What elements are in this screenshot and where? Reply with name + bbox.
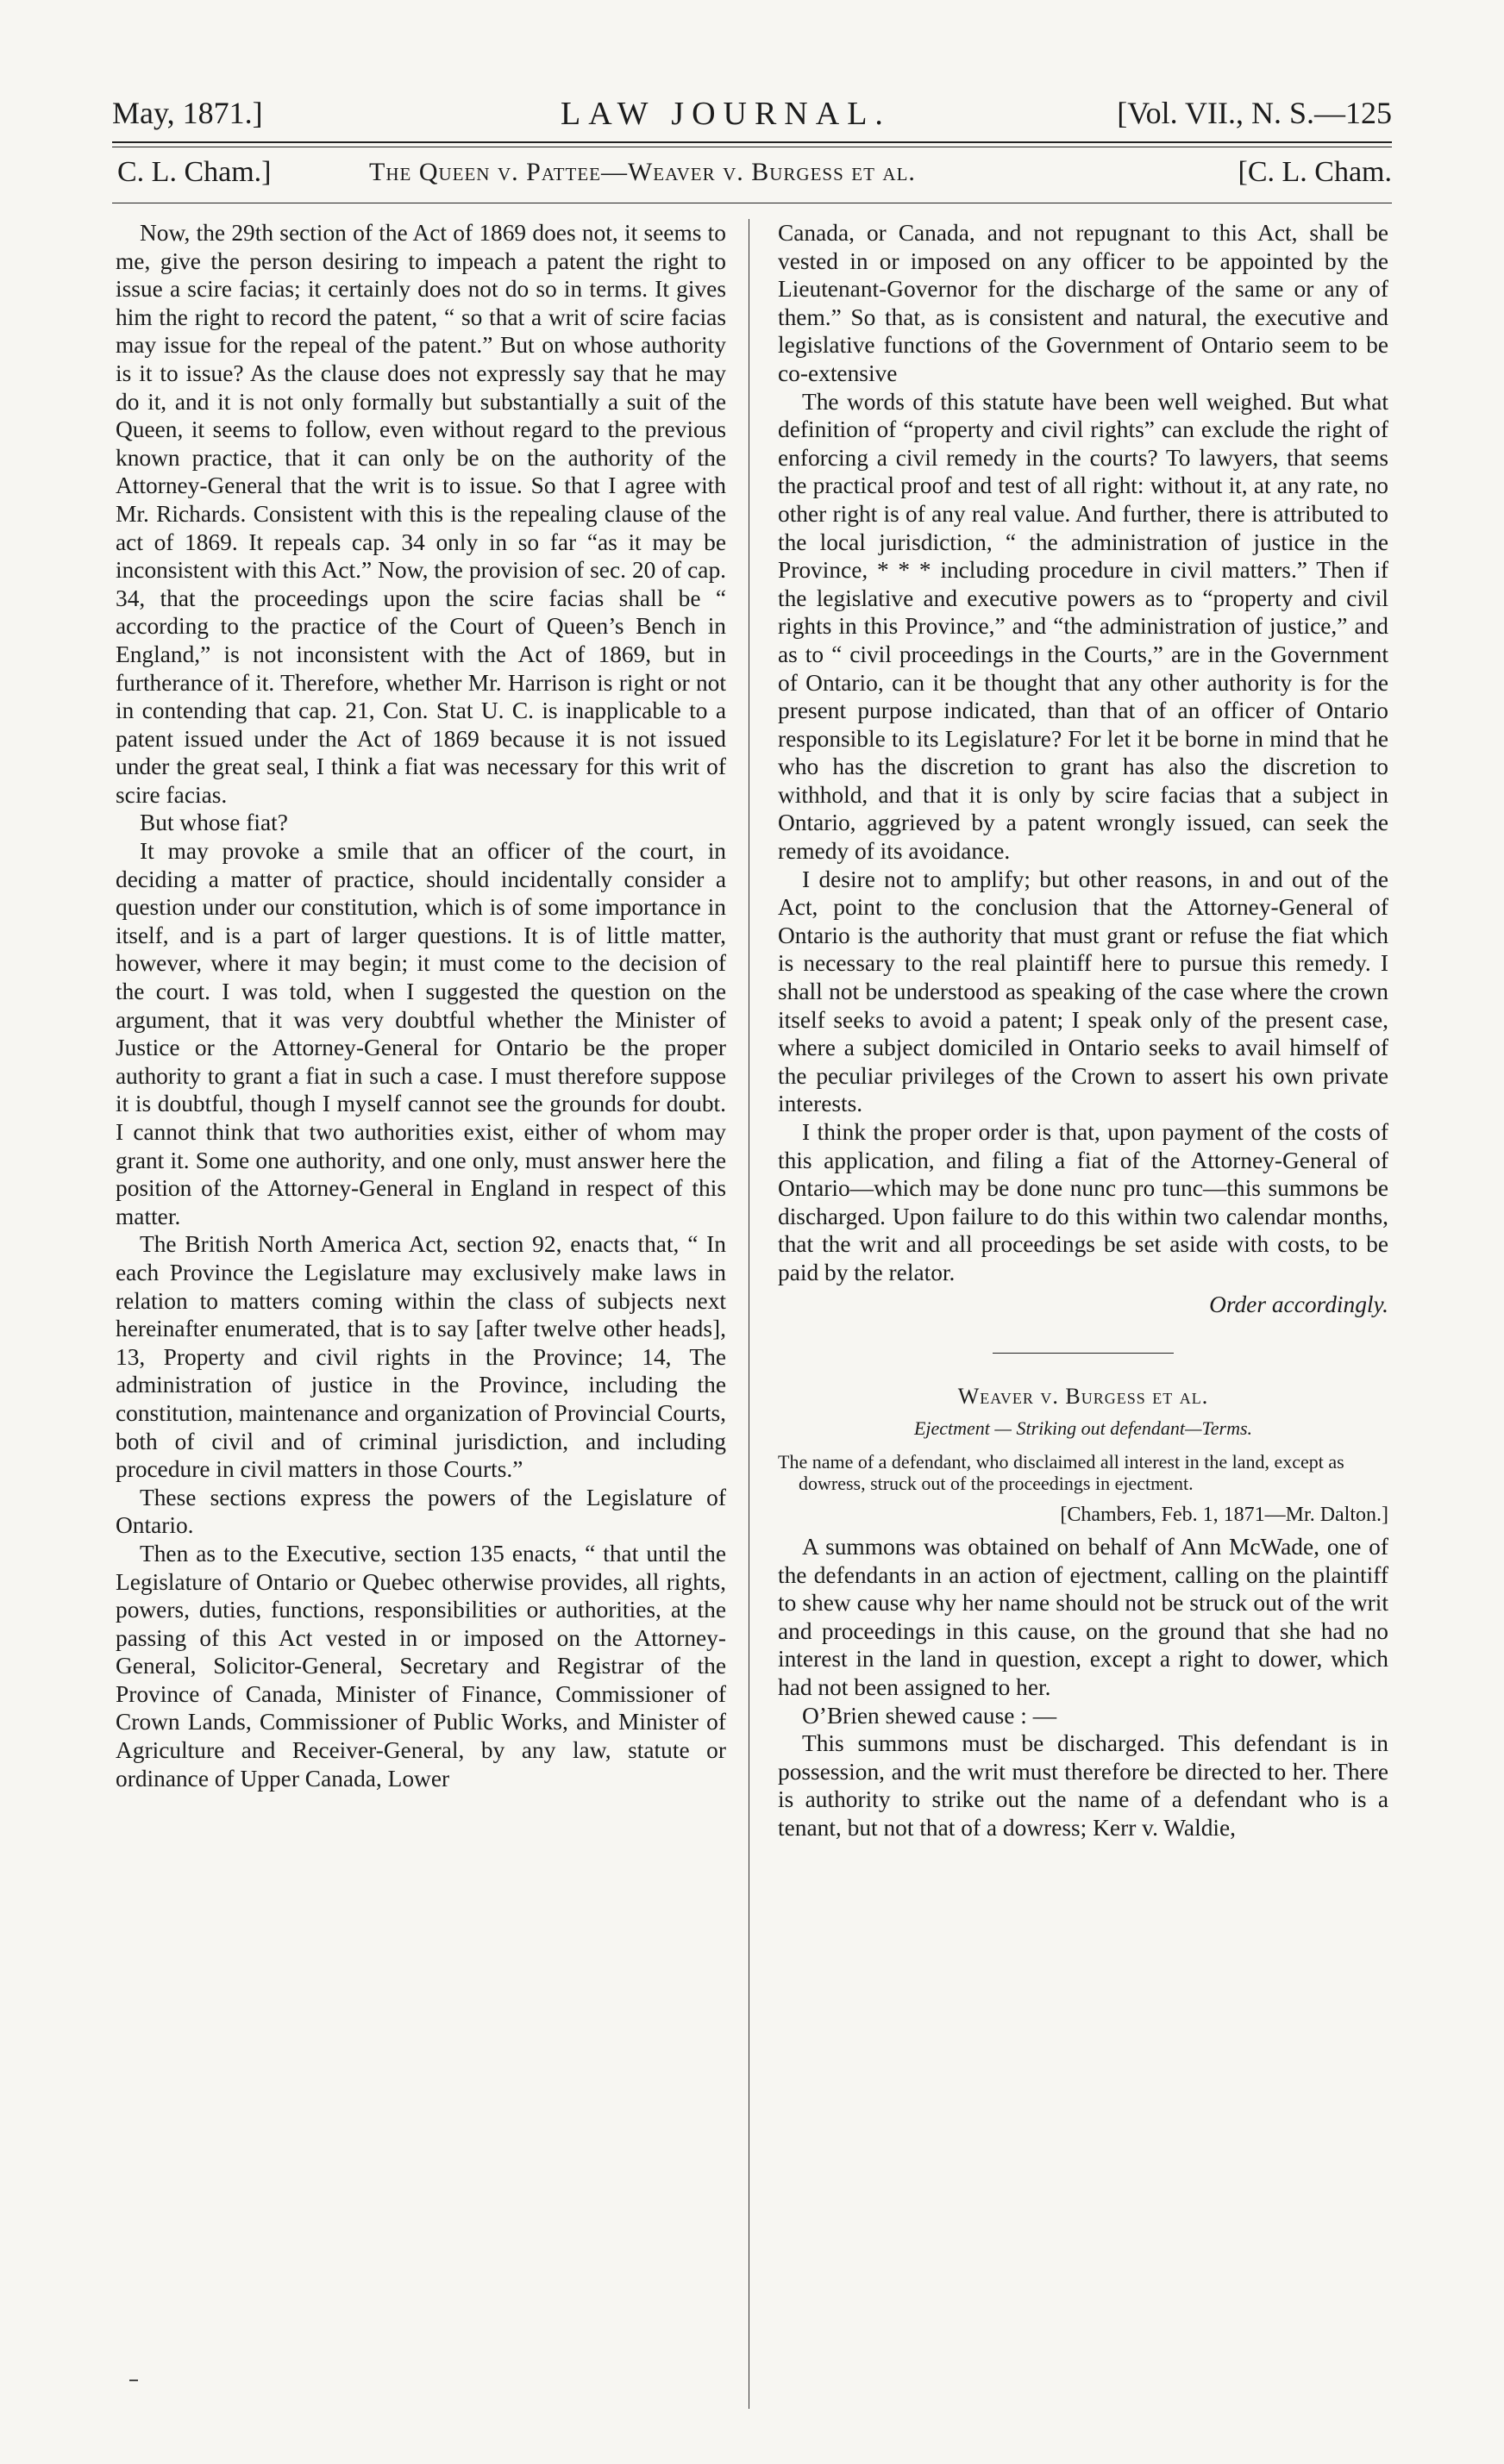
- volume-page: [Vol. VII., N. S.—125: [1117, 96, 1392, 130]
- left-paragraph: Then as to the Executive, section 135 enacts, “ that until the Legislature of Ontario or Quebec otherwise provides, all rights, powers, duties, functions, responsibilities or authorities, at the passing of this Act vested in or imposed on the Attorney-General, Solicitor-General, Secretary and Registrar of the Province of Canada, Minister of Finance, Commissioner of Crown Lands, Commissioner of Public Works, and Minister of Agriculture and Receiver-General, by any law, statute or ordinance of Upper Canada, Lower: [116, 1540, 726, 1792]
- right-paragraph: I desire not to amplify; but other reasons, in and out of the Act, point to the conclusion that the Attorney-General of Ontario is the authority that must grant or refuse the fiat which is necessary to the real plaintiff here to pursue this remedy. I shall not be understood as speaking of the case where the crown itself seeks to avoid a patent; I speak only of the present case, where a subject domiciled in Ontario seeks to avail himself of the peculiar privileges of the Crown to assert his own private interests.: [778, 866, 1388, 1117]
- weaver-chambers-line: [Chambers, Feb. 1, 1871—Mr. Dalton.]: [1060, 1504, 1388, 1527]
- issue-date: May, 1871.]: [112, 96, 263, 130]
- weaver-paragraph: This summons must be discharged. This defendant is in possession, and the writ must therefore be directed to her. There is authority to strike out the name of a defendant who is a tenant, but not that of a dowress; Kerr v. Waldie,: [778, 1730, 1388, 1841]
- case-header: [112, 156, 1392, 199]
- running-header: [112, 95, 1392, 140]
- order-line: Order accordingly.: [1209, 1291, 1388, 1317]
- court-right: [C. L. Cham.: [1238, 156, 1392, 188]
- left-paragraph: But whose fiat?: [140, 810, 288, 836]
- right-paragraph: Canada, or Canada, and not repugnant to this Act, shall be vested in or imposed on any officer to be appointed by the Lieutenant-Governor for the discharge of the same or any of them.” So that, as is consistent and natural, the executive and legislative functions of the Government of Ontario seem to be co-extensive: [778, 220, 1388, 386]
- weaver-headnote: The name of a defendant, who disclaimed all interest in the land, except as dowress, struck out of the proceedings in ejectment.: [778, 1451, 1344, 1495]
- weaver-paragraph: A summons was obtained on behalf of Ann McWade, one of the defendants in an action of ejectment, calling on the plaintiff to shew cause why her name should not be struck out of the writ and proceedings in this cause, on the ground that she had no interest in the land in question, except a right to dower, which had not been assigned to her.: [778, 1533, 1388, 1700]
- weaver-case-title: Weaver v. Burgess et al.: [957, 1384, 1209, 1410]
- journal-page: [112, 95, 1392, 2409]
- header-double-rule: [112, 141, 1392, 147]
- print-mark: [129, 2380, 138, 2381]
- weaver-case-subtitle: Ejectment — Striking out defendant—Terms.: [913, 1416, 1253, 1439]
- right-paragraph: I think the proper order is that, upon payment of the costs of this application, and filing a fiat of the Attorney-General of Ontario—which may be done nunc pro tunc—this summons be discharged. Upon failure to do this within two calendar months, that the writ and all proceedings be set aside with costs, to be paid by the relator.: [778, 1119, 1388, 1285]
- left-paragraph: These sections express the powers of the Legislature of Ontario.: [116, 1484, 726, 1539]
- article-columns: [112, 219, 1392, 2409]
- left-paragraph: Now, the 29th section of the Act of 1869 does not, it seems to me, give the person desiring to impeach a patent the right to issue a scire facias; it certainly does not do so in terms. It gives him the right to record the patent, “ so that a writ of scire facias may issue for the repeal of the patent.” But on whose authority is it to issue? As the clause does not expressly say that he may do it, and it is not only formally but substantially a suit of the Queen, it seems to follow, even without regard to the previous known practice, that it can only be on the authority of the Attorney-General that the writ is to issue. So that I agree with Mr. Richards. Consistent with this is the repealing clause of the act of 1869. It repeals cap. 34 only in so far “as it may be inconsistent with this Act.” Now, the provision of sec. 20 of cap. 34, that the proceedings upon the scire facias shall be “ according to the practice of the Court of Queen’s Bench in England,” is not inconsistent with the Act of 1869, but in furtherance of it. Therefore, whether Mr. Harrison is right or not in contending that cap. 21, Con. Stat U. C. is inapplicable to a patent issued under the Act of 1869 because it is not issued under the great seal, I think a fiat was necessary for this writ of scire facias.: [116, 220, 726, 808]
- left-paragraph: It may provoke a smile that an officer of the court, in deciding a matter of practice, should incidentally consider a question under our constitution, which is of some importance in itself, and is a part of larger questions. It is of little matter, however, where it may begin; it must come to the decision of the court. I was told, when I suggested the question on the argument, that it was very doubtful whether the Minister of Justice or the Attorney-General for Ontario be the proper authority to grant a fiat in such a case. I must therefore suppose it is doubtful, though I myself cannot see the grounds for doubt. I cannot think that two authorities exist, either of whom may grant it. Some one authority, and one only, must answer here the position of the Attorney-General in England in respect of this matter.: [116, 838, 726, 1229]
- case-names: The Queen v. Pattee—Weaver v. Burgess et al.: [369, 158, 916, 186]
- left-column: [116, 219, 726, 1792]
- court-left: C. L. Cham.]: [117, 156, 272, 188]
- weaver-paragraph: O’Brien shewed cause : —: [802, 1702, 1057, 1729]
- right-column: [778, 219, 1388, 1842]
- right-paragraph: The words of this statute have been well weighed. But what definition of “property and civil rights” can exclude the right of enforcing a civil remedy in the courts? To lawyers, that seems the practical proof and test of all right: without it, at any rate, no other right is of any real value. And further, there is attributed to the local jurisdiction, “ the administration of justice in the Province, * * * including procedure in civil matters.” Then if the legislative and executive powers as to “property and civil rights in this Province,” and “the administration of justice,” and as to “ civil proceedings in the Courts,” are in the Government of Ontario, can it be thought that any other authority is for the present purpose indicated, than that of an officer of Ontario responsible to its Legislature? For let it be borne in mind that he who has the discretion to grant has also the discretion to withhold, and that it is only by scire facias that a subject in Ontario, aggrieved by a patent wrongly issued, can seek the remedy of its avoidance.: [778, 388, 1388, 865]
- section-rule: [993, 1353, 1174, 1354]
- journal-title: LAW JOURNAL.: [561, 96, 891, 132]
- left-paragraph: The British North America Act, section 92, enacts that, “ In each Province the Legislature may exclusively make laws in relation to matters coming within the class of subjects next hereinafter enumerated, that is to say [after twelve other heads], 13, Property and civil rights in the Province; 14, The administration of justice in the Province, including the constitution, maintenance and organization of Provincial Courts, both of civil and of criminal jurisdiction, and including procedure in civil matters in those Courts.”: [116, 1231, 726, 1483]
